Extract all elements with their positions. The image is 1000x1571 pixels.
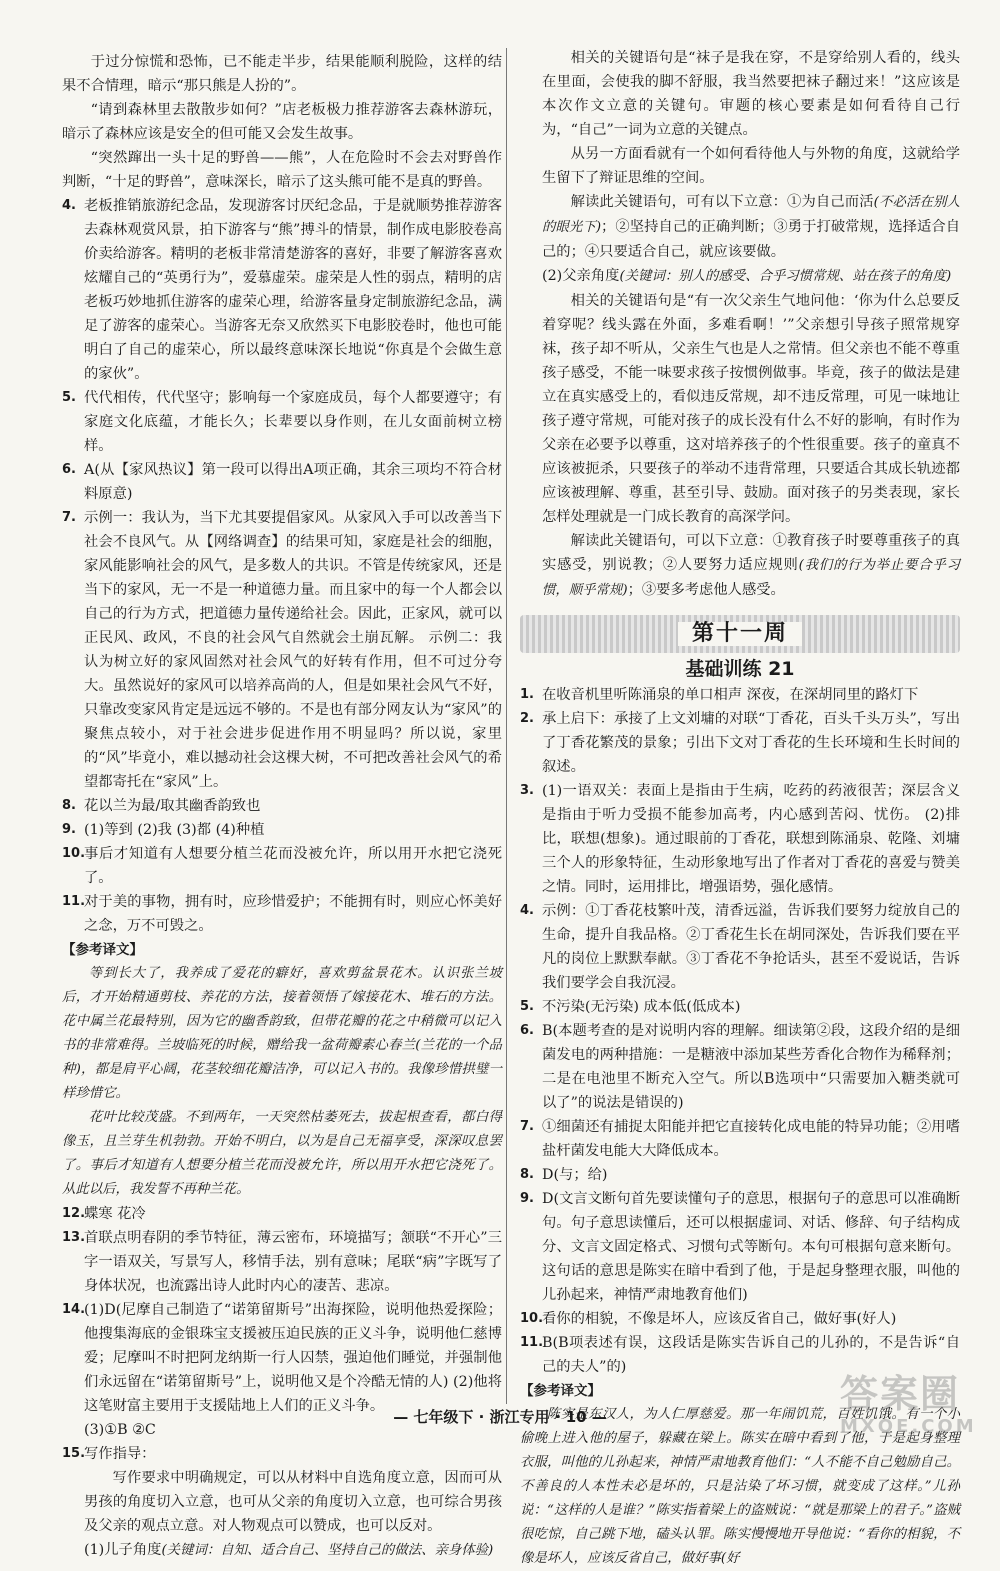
item-number: 5.: [520, 999, 534, 1014]
translation-paragraph: 花叶比较茂盛。不到两年，一天突然枯萎死去，拔起根查看，都白得像玉，且兰芽生机勃勃。开始不明白，以为是自己无福享受，深深叹息罢了。事后才知道有人想要分植兰花而没被允许，所以用开水把它浇死了。从此以后，我发誓不再种兰花。: [62, 1110, 502, 1197]
writing-angle: [62, 1538, 502, 1563]
text-run: 解读此关键语句，可有以下立意：①为自己而活: [570, 194, 874, 210]
angle-keywords: (关键词：自知、适合自己、坚持自己的做法、亲身体验): [161, 1543, 494, 1558]
answer-text: 示例一：我认为，当下尤其要提倡家风。从家风入手可以改善当下社会不良风气。从【网络调查】的结果可知，家庭是社会的细胞，家风能影响社会的风气，是多数人的共识。不管是传统家风，还是当下的家风，无一不是一种道德力量。而且家中的每一个人都会以自己的行为方式，把道德力量传递给社会。因此，正家风，就可以正民风、政风，不良的社会风气自然就会土崩瓦解。 示例二：我认为树立好的家风固然对社会风气的好转有作用，但不可过分夸大。虽然说好的家风可以培养高尚的人，但是如果社会风气不好，只靠改变家风肯定是远远不够的。不是也有部分网友认为“家风”的聚焦点较小，对于社会进步促进作用不明显吗？所以说，家里的“风”毕竟小，难以撼动社会这棵大树，不可把改善社会风气的希望都寄托在“家风”上。: [84, 510, 502, 790]
watermark-logo-text: 答案圈: [840, 1372, 961, 1416]
item-number: 7.: [62, 510, 76, 525]
paragraph: “请到森林里去散散步如何？”店老板极力推荐游客去森林游玩，暗示了森林应该是安全的但可能又会发生故事。: [62, 102, 502, 142]
handwritten-note: (我们的行为举止要合乎习惯，顺乎常规): [542, 558, 961, 598]
answer-item: [520, 1307, 960, 1331]
item-number: 3.: [520, 783, 534, 798]
item-number: 1.: [520, 687, 534, 702]
text-run: 解读此关键语句，可以下立意：①教育孩子时要尊重孩子的真实感受，别说教；②人要努力适应规则: [542, 533, 960, 573]
item-number: 9.: [520, 1191, 534, 1206]
answer-item: [520, 707, 960, 779]
item-number: 15.: [62, 1446, 86, 1461]
answer-text: D(文言文断句首先要读懂句子的意思，根据句子的意思可以准确断句。句子意思读懂后，还可以根据虚词、对话、修辞、句子结构成分、文言文固定格式、习惯句式等断句。本句可根据句意来断句。这句话的意思是陈实在暗中看到了他，于是起身整理衣服，叫他的儿孙起来，神情严肃地教育他们): [542, 1191, 960, 1303]
writing-angle: [520, 264, 960, 289]
week-title: 第十一周: [678, 622, 802, 646]
answer-text: 蝶寒 花冷: [84, 1206, 146, 1222]
answer-text: 首联点明春阴的季节特征，薄云密布，环境描写；颔联“不开心”三字一语双关，写景写人，移情手法，别有意味；尾联“病”字既写了身体状况，也流露出诗人此时内心的凄苦、悲凉。: [84, 1230, 502, 1294]
answer-item: [62, 458, 502, 506]
writing-guide: 写作要求中明确规定，可以从材料中自选角度立意，因而可从男孩的角度切入立意，也可从父亲的角度切入立意，也可综合男孩及父亲的观点立意。对人物观点可以赞成，也可以反对。: [84, 1470, 502, 1534]
answer-item: [520, 779, 960, 899]
paragraph: 于过分惊慌和恐怖，已不能走半步，结果能顺利脱险，这样的结果不合情理，暗示“那只熊是人扮的”。: [62, 54, 502, 94]
item-number: 13.: [62, 1230, 86, 1245]
paragraph: [520, 529, 960, 603]
item-number: 9.: [62, 822, 76, 837]
left-column: [62, 50, 502, 1563]
answer-item: [62, 506, 502, 794]
item-number: 5.: [62, 390, 76, 405]
paragraph: 从另一方面看就有一个如何看待他人与外物的角度，这就给学生留下了辩证思维的空间。: [542, 146, 960, 186]
answer-item: [520, 1019, 960, 1115]
angle-keywords: (关键词：别人的感受、合乎习惯常规、站在孩子的角度): [619, 269, 952, 284]
reference-translation-label: 【参考译文】: [62, 942, 143, 958]
column-divider: [506, 48, 507, 1404]
answer-item: [62, 818, 502, 842]
item-number: 7.: [520, 1119, 534, 1134]
handwritten-note: (不必活在别人的眼光下): [542, 195, 960, 235]
page-footer: — 七年级下 · 浙江专用 · 10 —: [393, 1408, 607, 1426]
paragraph: 相关的关键语句是“有一次父亲生气地问他：‘你为什么总要反着穿呢？线头露在外面，多难看啊！’”父亲想引导孩子照常规穿袜，孩子却不听从，父亲生气也是人之常情。但父亲也不能不尊重孩子感受，不能一味要求孩子按惯例做事。毕竟，孩子的做法是建立在真实感受上的，看似违反常规，却不违反常理，可见一味地让孩子遵守常规，可能对孩子的成长没有什么不好的影响，有时作为父亲在必要予以尊重，这对培养孩子的个性很重要。孩子的童真不应该被扼杀，只要孩子的举动不违背常理，只要适合其成长轨迹都应该被理解、尊重，甚至引导、鼓励。面对孩子的另类表现，家长怎样处理就是一门成长教育的高深学问。: [542, 293, 960, 525]
reference-translation-label: 【参考译文】: [520, 1383, 601, 1399]
item-number: 11.: [520, 1335, 544, 1350]
answer-text: B(B项表述有误，这段话是陈实告诉自己的儿孙的，不是告诉“自己的夫人”的): [542, 1335, 960, 1375]
answer-text: D(与；给): [542, 1167, 608, 1183]
answer-text: 事后才知道有人想要分植兰花而没被允许，所以用开水把它浇死了。: [84, 846, 502, 886]
translation-paragraph: 陈实是东汉人，为人仁厚慈爱。那一年闹饥荒，百姓饥饿。有一个小偷晚上进入他的屋子，躲藏在梁上。陈实在暗中看到了他，于是起身整理衣服，叫他的儿孙起来，神情严肃地教育他们：“人不能不自己勉励自己。不善良的人本性未必是坏的，只是沾染了坏习惯，就变成了这样。”儿孙说：“这样的人是谁？”陈实指着梁上的盗贼说：“就是那梁上的君子。”盗贼很吃惊，自己跳下地，磕头认罪。陈实慢慢地开导他说：“看你的相貌，不像是坏人，应该反省自己，做好事(好: [520, 1407, 960, 1566]
item-number: 10.: [62, 846, 86, 861]
answer-text: 在收音机里听陈涌泉的单口相声 深夜，在深胡同里的路灯下: [542, 687, 919, 703]
answer-item: [62, 890, 502, 938]
answer-text: A(从【家风热议】第一段可以得出A项正确，其余三项均不符合材料原意): [84, 462, 502, 502]
text-run: ；③要多考虑他人感受。: [627, 582, 785, 598]
paragraph: “突然蹿出一头十足的野兽——熊”，人在危险时不会去对野兽作判断，“十足的野兽”，意味深长，暗示了这头熊可能不是真的野兽。: [62, 150, 502, 190]
answer-item: [520, 1187, 960, 1307]
item-number: 10.: [520, 1311, 544, 1326]
answer-text: (1)等到 (2)我 (3)都 (4)种植: [84, 822, 265, 838]
answer-text: B(本题考查的是对说明内容的理解。细读第②段，这段介绍的是细菌发电的两种措施：一是糖液中添加某些芳香化合物作为稀释剂；二是在电池里不断充入空气。所以B选项中“只需要加入糖类就可以了”的说法是错误的): [542, 1023, 960, 1111]
answer-text: 代代相传，代代坚守；影响每一个家庭成员，每个人都要遵守；有家庭文化底蕴，才能长久；长辈要以身作则，在儿女面前树立榜样。: [84, 390, 502, 454]
watermark-url: MXQE.COM: [840, 1416, 977, 1437]
answer-text: 对于美的事物，拥有时，应珍惜爱护；不能拥有时，则应心怀美好之念，万不可毁之。: [84, 894, 502, 934]
item-number: 14.: [62, 1302, 86, 1317]
answer-item: [62, 1298, 502, 1418]
answer-text: 写作指导：: [84, 1446, 156, 1462]
angle-title: (2)父亲角度: [542, 268, 620, 284]
answer-text: 不污染(无污染) 成本低(低成本): [542, 999, 741, 1015]
right-column: [520, 46, 960, 1571]
week-banner: [520, 615, 960, 653]
answer-item: [62, 194, 502, 386]
answer-text: (1)一语双关：表面上是指由于生病，吃药的药液很苦；深层含义是指由于听力受损不能参加高考，内心感到苦闷、忧伤。 (2)排比，联想(想象)。通过眼前的丁香花，联想到陈涌泉、乾隆、刘墉三个人的形象特征，生动形象地写出了作者对丁香花的喜爱与赞美之情。同时，运用排比，增强语势，强化感情。: [542, 783, 960, 895]
answer-item: [62, 1226, 502, 1298]
answer-item: [62, 1442, 502, 1466]
item-number: 6.: [520, 1023, 534, 1038]
answer-text: 老板推销旅游纪念品，发现游客讨厌纪念品，于是就顺势推荐游客去森林观赏风景，拍下游客与“熊”搏斗的情景，制作成电影胶卷高价卖给游客。精明的老板非常清楚游客的喜好，非要了解游客喜欢炫耀自己的“英勇行为”，爱慕虚荣。虚荣是人性的弱点，精明的店老板巧妙地抓住游客的虚荣心理，给游客量身定制旅游纪念品，满足了游客的虚荣心。当游客无奈又欣然买下电影胶卷时，他也可能明白了自己的虚荣心，所以最终意味深长地说“你真是个会做生意的家伙”。: [84, 198, 502, 382]
answer-item: [520, 683, 960, 707]
answer-item: [62, 842, 502, 890]
answer-text: 花以兰为最/取其幽香韵致也: [84, 798, 261, 814]
answer-text: (1)D(尼摩自己制造了“诺第留斯号”出海探险，说明他热爱探险；他搜集海底的金银珠宝支援被压迫民族的正义斗争，说明他仁慈博爱；尼摩叫不时把阿龙纳斯一行人囚禁，强迫他们睡觉，并强制他们永远留在“诺第留斯号”上，说明他又是个冷酷无情的人) (2)他将这笔财富主要用于支援陆地上人们的正义斗争。: [84, 1302, 502, 1414]
item-number: 4.: [520, 903, 534, 918]
answer-text: 承上启下：承接了上文刘墉的对联“丁香花，百头千头万头”，写出了丁香花繁茂的景象；引出下文对丁香花的生长环境和生长时间的叙述。: [542, 711, 960, 775]
item-number: 6.: [62, 462, 76, 477]
answer-item: [62, 386, 502, 458]
watermark-logo: [840, 1372, 990, 1450]
item-number: 2.: [520, 711, 534, 726]
item-number: 8.: [62, 798, 76, 813]
answer-subitem: (3)①B ②C: [84, 1422, 156, 1438]
item-number: 4.: [62, 198, 76, 213]
paragraph: 相关的关键语句是“袜子是我在穿，不是穿给别人看的，线头在里面，会使我的脚不舒服，我当然要把袜子翻过来！”这应该是本次作文立意的关键句。审题的核心要素是如何看待自己行为，“自己”一词为立意的关键点。: [542, 50, 960, 138]
item-number: 8.: [520, 1167, 534, 1182]
item-number: 11.: [62, 894, 86, 909]
answer-text: ①细菌还有捕捉太阳能并把它直接转化成电能的特异功能；②用嗜盐杆菌发电能大大降低成本。: [542, 1119, 960, 1159]
translation-paragraph: 等到长大了，我养成了爱花的癖好，喜欢剪盆景花木。认识张兰坡后，才开始精通剪枝、养花的方法，接着领悟了嫁接花木、堆石的方法。花中属兰花最特别，因为它的幽香韵致，但带花瓣的花之中稍微可以记入书的非常难得。兰坡临死的时候，赠给我一盆荷瓣素心春兰(兰花的一个品种)，都是肩平心阔，花茎较细花瓣洁净，可以记入书的。我像珍惜拱璧一样珍惜它。: [62, 966, 502, 1101]
item-number: 12.: [62, 1206, 86, 1221]
answer-item: [520, 1115, 960, 1163]
answer-text: 示例：①丁香花枝繁叶茂，清香远溢，告诉我们要努力绽放自己的生命，提升自我品格。②丁香花生长在胡同深处，告诉我们要在平凡的岗位上默默奉献。③丁香花不争抢话头，甚至不爱说话，告诉我们要学会自我沉浸。: [542, 903, 960, 991]
answer-item: [62, 794, 502, 818]
answer-item: [520, 995, 960, 1019]
answer-item: [520, 899, 960, 995]
angle-title: (1)儿子角度: [84, 1542, 162, 1558]
paragraph: [520, 190, 960, 264]
text-run: ；②坚持自己的正确判断；③勇于打破常规，选择适合自己的；④只要适合自己，就应该要做。: [542, 219, 960, 260]
section-title: 基础训练 21: [685, 658, 795, 680]
answer-item: [62, 1202, 502, 1226]
answer-item: [520, 1163, 960, 1187]
answer-text: 看你的相貌，不像是坏人，应该反省自己，做好事(好人): [542, 1311, 897, 1327]
